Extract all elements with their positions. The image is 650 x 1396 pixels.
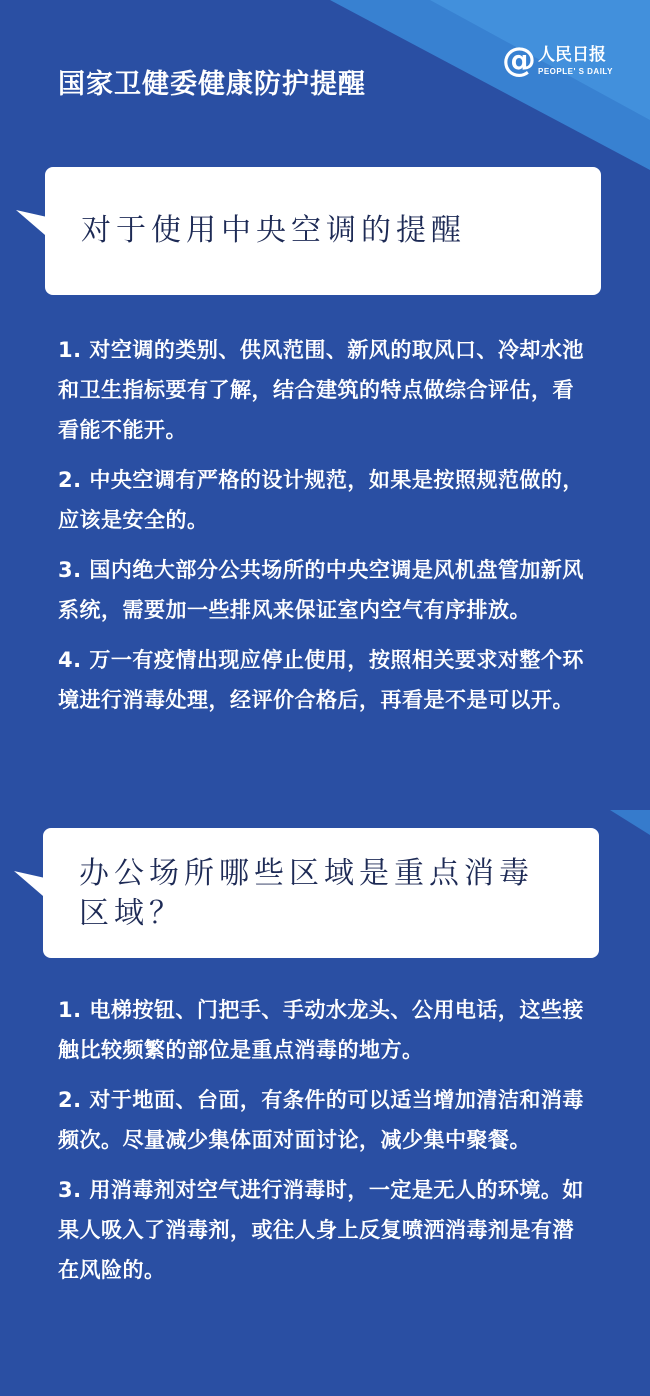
list-item: 1. 对空调的类别、供风范围、新风的取风口、冷却水池和卫生指标要有了解，结合建筑的特点做综合评估，看看能不能开。 (58, 338, 584, 442)
logo-english: PEOPLE' S DAILY (538, 67, 613, 76)
logo-name: 人民日报 (538, 45, 606, 65)
peoples-daily-logo (502, 42, 622, 82)
list-item: 3. 用消毒剂对空气进行消毒时，一定是无人的环境。如果人吸入了消毒剂，或往人身上反复喷洒消毒剂是有潜在风险的。 (58, 1178, 584, 1282)
list-item: 1. 电梯按钮、门把手、手动水龙头、公用电话，这些接触比较频繁的部位是重点消毒的地方。 (58, 998, 584, 1062)
section1-heading: 对于使用中央空调的提醒 (81, 213, 466, 248)
list-item: 2. 对于地面、台面，有条件的可以适当增加清洁和消毒频次。尽量减少集体面对面讨论，减少集中聚餐。 (58, 1088, 584, 1152)
page-title: 国家卫健委健康防护提醒 (58, 69, 366, 100)
at-icon: @ (502, 40, 536, 80)
section2-list (58, 990, 594, 1300)
section1-list (58, 330, 594, 730)
list-item: 3. 国内绝大部分公共场所的中央空调是风机盘管加新风系统，需要加一些排风来保证室内空气有序排放。 (58, 558, 584, 622)
speech-bubble-2 (43, 828, 599, 958)
list-item: 4. 万一有疫情出现应停止使用，按照相关要求对整个环境进行消毒处理，经评价合格后，再看是不是可以开。 (58, 648, 584, 712)
speech-bubble-1 (45, 167, 601, 295)
list-item: 2. 中央空调有严格的设计规范，如果是按照规范做的，应该是安全的。 (58, 468, 584, 532)
section2-heading-line2: 区域？ (79, 896, 184, 931)
section2-heading-line1: 办公场所哪些区域是重点消毒 (79, 856, 534, 891)
